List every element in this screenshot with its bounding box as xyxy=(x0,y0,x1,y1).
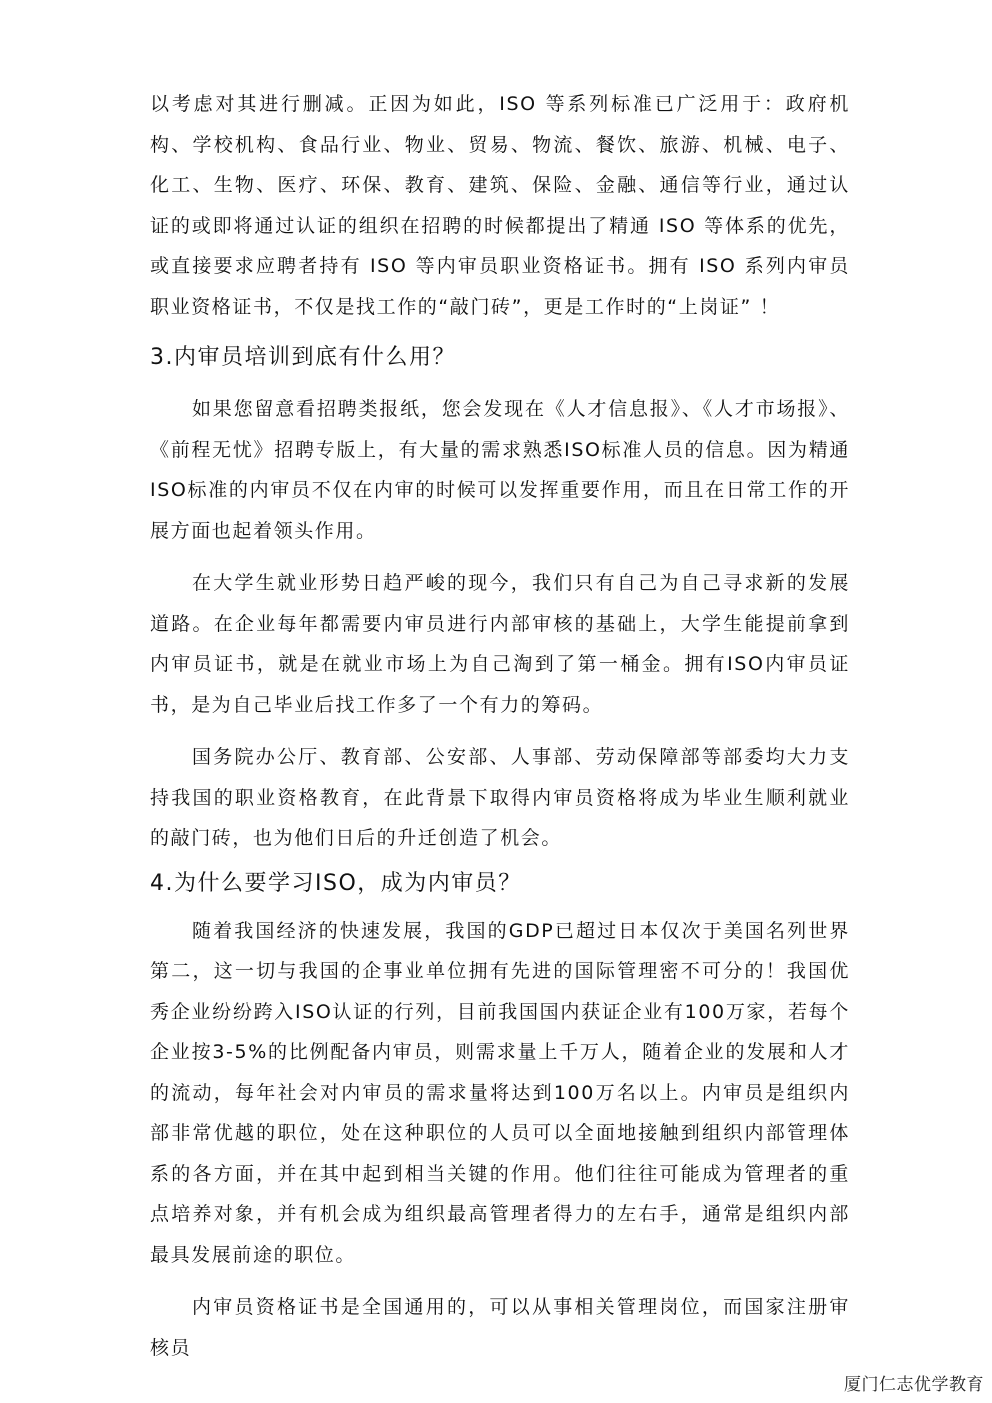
section-4-heading: 4.为什么要学习ISO，成为内审员？ xyxy=(150,870,522,896)
section-3-heading: 3.内审员培训到底有什么用？ xyxy=(150,345,456,370)
section-3-paragraph-1: 如果您留意看招聘类报纸，您会发现在《人才信息报》、《人才市场报》、《前程无忧》招聘专版上，有大量的需求熟悉ISO标准人员的信息。因为精通ISO标准的内审员不仅在内审的时候可以发挥重要作用，而且在日常工作的开展方面也起着领头作用。 xyxy=(150,398,850,542)
document-body xyxy=(150,84,850,1368)
section-4-paragraph-1: 随着我国经济的快速发展，我国的GDP已超过日本仅次于美国名列世界第二，这一切与我国的企事业单位拥有先进的国际管理密不可分的！我国优秀企业纷纷跨入ISO认证的行列，目前我国国内获证企业有100万家，若每个企业按3-5%的比例配备内审员，则需求量上千万人，随着企业的发展和人才的流动，每年社会对内审员的需求量将达到100万名以上。内审员是组织内部非常优越的职位，处在这种职位的人员可以全面地接触到组织内部管理体系的各方面，并在其中起到相当关键的作用。他们往往可能成为管理者的重点培养对象，并有机会成为组织最高管理者得力的左右手，通常是组织内部最具发展前途的职位。 xyxy=(150,919,850,1266)
watermark: 厦门仁志优学教育 xyxy=(840,1368,988,1397)
section-4-paragraph-2: 内审员资格证书是全国通用的，可以从事相关管理岗位，而国家注册审核员 xyxy=(150,1296,850,1359)
intro-paragraph: 以考虑对其进行删减。正因为如此，ISO 等系列标准已广泛用于：政府机构、学校机构、食品行业、物业、贸易、物流、餐饮、旅游、机械、电子、化工、生物、医疗、环保、教育、建筑、保险、金融、通信等行业，通过认证的或即将通过认证的组织在招聘的时候都提出了精通 ISO 等体系的优先，或直接要求应聘者持有 ISO 等内审员职业资格证书。拥有 ISO 系列内审员职业资格证书，不仅是找工作的“敲门砖”，更是工作时的“上岗证” ！ xyxy=(150,93,850,318)
section-3-paragraph-2: 在大学生就业形势日趋严峻的现今，我们只有自己为自己寻求新的发展道路。在企业每年都需要内审员进行内部审核的基础上，大学生能提前拿到内审员证书，就是在就业市场上为自己淘到了第一桶金。拥有ISO内审员证书，是为自己毕业后找工作多了一个有力的筹码。 xyxy=(150,572,850,716)
section-3-paragraph-3: 国务院办公厅、教育部、公安部、人事部、劳动保障部等部委均大力支持我国的职业资格教育，在此背景下取得内审员资格将成为毕业生顺利就业的敲门砖，也为他们日后的升迁创造了机会。 xyxy=(150,746,850,849)
